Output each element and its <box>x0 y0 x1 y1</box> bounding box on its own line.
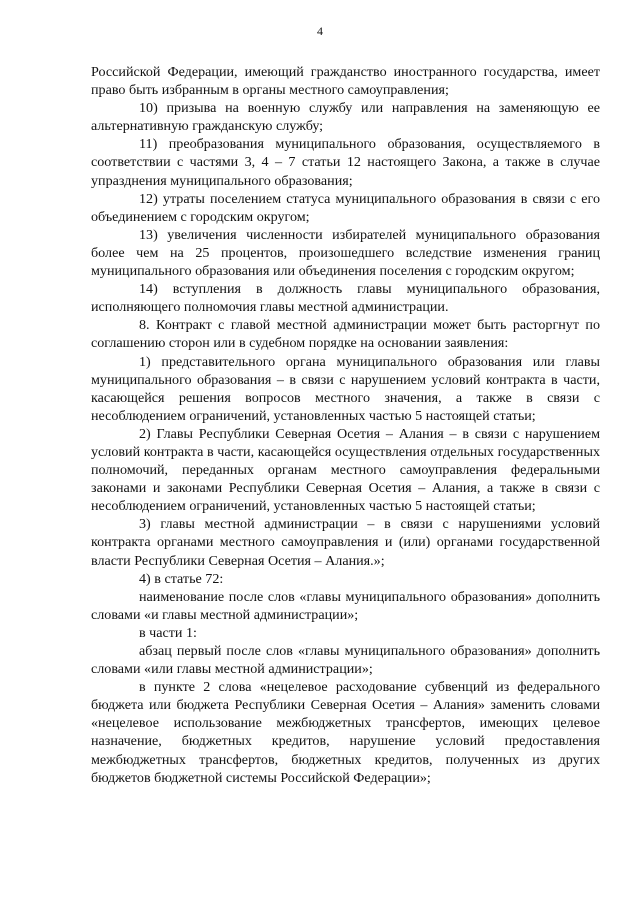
paragraph-item-14: 14) вступления в должность главы муниципального образования, исполняющего полномочия главы местной администрации. <box>91 281 600 316</box>
paragraph-part-1: в части 1: <box>139 624 197 641</box>
paragraph-section-8: 8. Контракт с главой местной администрации может быть расторгнут по соглашению сторон или в судебном порядке на основании заявления: <box>91 317 600 352</box>
paragraph-point-2: в пункте 2 слова «нецелевое расходование субвенций из федерального бюджета или бюджета Республики Северная Осетия – Алания» заменить словами «нецелевое использование межбюджетных трансфертов, имеющих целевое назначение, бюджетных кредитов, нарушение условий предоставления межбюджетных трансфертов, бюджетных кредитов, полученных из других бюджетов бюджетной системы Российской Федерации»; <box>91 679 600 786</box>
paragraph-item-12: 12) утраты поселением статуса муниципального образования в связи с его объединением с городским округом; <box>91 190 600 225</box>
paragraph-continuation: Российской Федерации, имеющий гражданство иностранного государства, имеет право быть избранным в органы местного самоуправления; <box>91 64 600 99</box>
paragraph-item-4-article-72: 4) в статье 72: <box>139 570 224 587</box>
paragraph-item-13: 13) увеличения численности избирателей муниципального образования более чем на 25 процентов, произошедшего вследствие изменения границ муниципального образования или объединения поселения с городским округом; <box>91 226 600 280</box>
paragraph-item-11: 11) преобразования муниципального образования, осуществляемого в соответствии с частями 3, 4 – 7 статьи 12 настоящего Закона, а также в случае упразднения муниципального образования; <box>91 136 600 189</box>
paragraph-first-abzac: абзац первый после слов «главы муниципального образования» дополнить словами «или главы местной администрации»; <box>91 643 600 678</box>
paragraph-title-amendment: наименование после слов «главы муниципального образования» дополнить словами «и главы местной администрации»; <box>91 588 600 623</box>
paragraph-subitem-2: 2) Главы Республики Северная Осетия – Алания – в связи с нарушением условий контракта в части, касающейся осуществления отдельных государственных полномочий, переданных органам местного самоуправления федеральными законами и законами Республики Северная Осетия – Алания, а также в связи с несоблюдением ограничений, установленных частью 5 настоящей статьи; <box>91 425 600 515</box>
paragraph-subitem-3: 3) главы местной администрации – в связи с нарушениями условий контракта органами местного самоуправления и (или) органами государственной власти Республики Северная Осетия – Алания.»; <box>91 516 600 569</box>
paragraph-item-10: 10) призыва на военную службу или направления на заменяющую ее альтернативную гражданскую службу; <box>91 100 600 135</box>
document-body <box>91 63 600 787</box>
page-number: 4 <box>317 24 323 38</box>
paragraph-subitem-1: 1) представительного органа муниципального образования или главы муниципального образования – в связи с нарушением условий контракта в части, касающейся решения вопросов местного значения, а также в связи с несоблюдением ограничений, установленных частью 5 настоящей статьи; <box>91 353 600 424</box>
